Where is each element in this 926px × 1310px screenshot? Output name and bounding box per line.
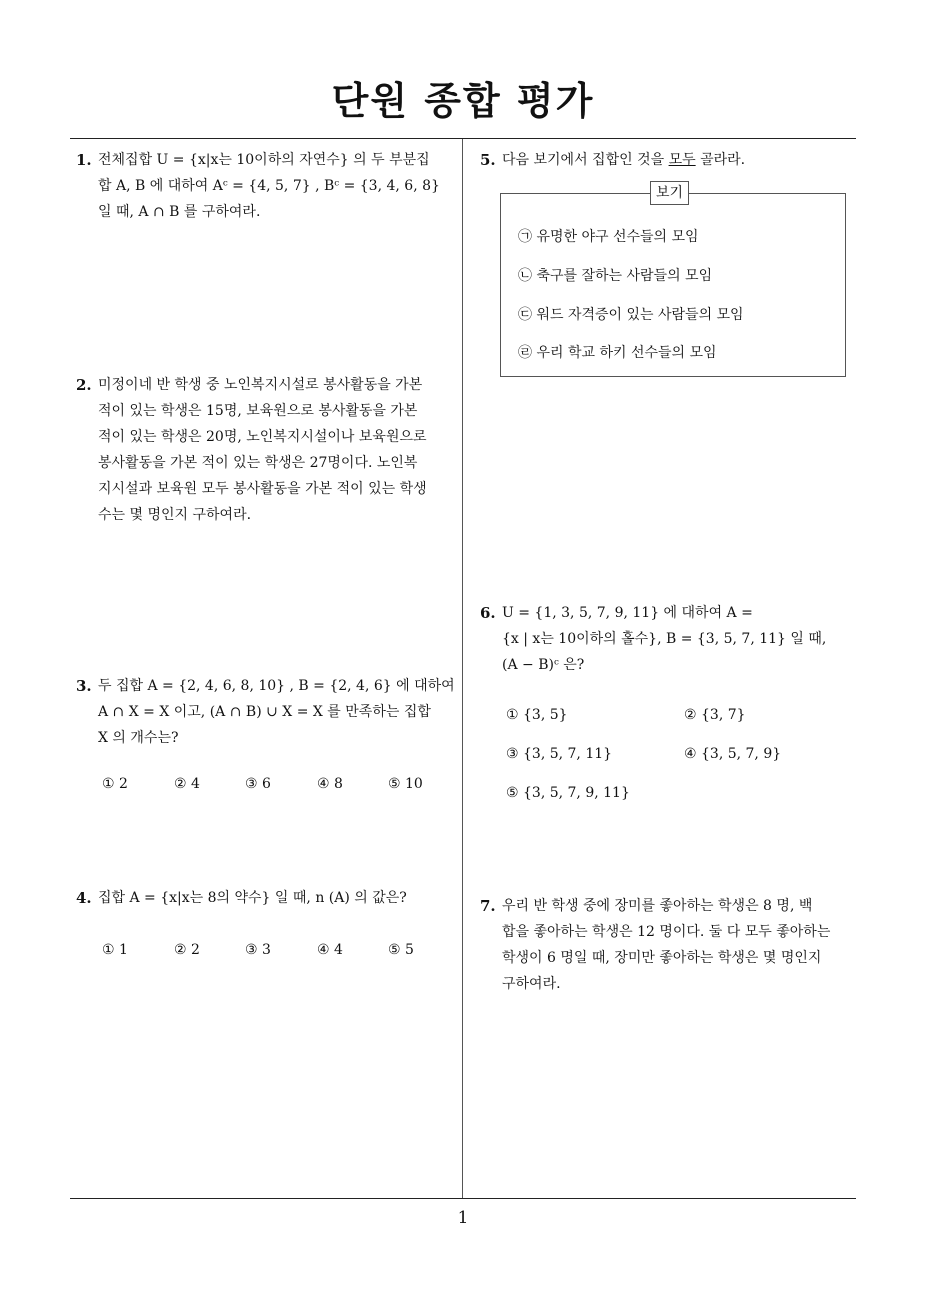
choice-3[interactable]: ③ 3 [245, 942, 271, 958]
choice-4[interactable]: ④ 8 [317, 776, 343, 792]
question-line: {x | x는 10이하의 홀수}, B = {3, 5, 7, 11} 일 때, [502, 631, 827, 647]
choice-3[interactable]: ③ {3, 5, 7, 11} [506, 746, 613, 762]
question-text [502, 600, 860, 678]
bogi-item: ㉠ 유명한 야구 선수들의 모임 [518, 229, 699, 245]
question-text [502, 893, 860, 997]
question-line: A ∩ X = X 이고, (A ∩ B) ∪ X = X 를 만족하는 집합 [98, 704, 431, 720]
bottom-rule [70, 1198, 856, 1199]
question-number: 1. [76, 151, 92, 169]
choice-5[interactable]: ⑤ 5 [388, 942, 414, 958]
page-number: 1 [457, 1208, 469, 1228]
question-6 [480, 600, 860, 678]
choice-5[interactable]: ⑤ 10 [388, 776, 423, 792]
choice-1[interactable]: ① 1 [102, 942, 128, 958]
question-line: 적이 있는 학생은 15명, 보육원으로 봉사활동을 가본 [98, 403, 418, 419]
question-line: 일 때, A ∩ B 를 구하여라. [98, 204, 261, 220]
choice-2[interactable]: ② 2 [174, 942, 200, 958]
question-line: 구하여라. [502, 976, 561, 992]
choice-5[interactable]: ⑤ {3, 5, 7, 9, 11} [506, 785, 630, 801]
question-line: (A − B)ᶜ 은? [502, 657, 585, 673]
question-line: 합 A, B 에 대하여 Aᶜ = {4, 5, 7} , Bᶜ = {3, 4, 6, 8} [98, 178, 440, 194]
question-3 [76, 673, 456, 751]
question-line: 미정이네 반 학생 중 노인복지시설로 봉사활동을 가본 [98, 377, 423, 393]
question-number: 6. [480, 604, 496, 622]
choice-1[interactable]: ① 2 [102, 776, 128, 792]
bogi-item: ㉡ 축구를 잘하는 사람들의 모임 [518, 268, 713, 284]
question-line: 전체집합 U = {x|x는 10이하의 자연수} 의 두 부분집 [98, 152, 430, 168]
column-divider [462, 139, 463, 1198]
choice-2[interactable]: ② 4 [174, 776, 200, 792]
question-2 [76, 372, 456, 528]
question-line: U = {1, 3, 5, 7, 9, 11} 에 대하여 A = [502, 605, 753, 621]
question-7 [480, 893, 860, 997]
question-line: 학생이 6 명일 때, 장미만 좋아하는 학생은 몇 명인지 [502, 950, 822, 966]
question-text-part: 골라라. [695, 152, 746, 168]
question-number: 7. [480, 897, 496, 915]
question-line: 합을 좋아하는 학생은 12 명이다. 둘 다 모두 좋아하는 [502, 924, 831, 940]
choice-3[interactable]: ③ 6 [245, 776, 271, 792]
question-number: 5. [480, 151, 496, 169]
question-line: 집합 A = {x|x는 8의 약수} 일 때, n (A) 의 값은? [98, 890, 407, 906]
choice-1[interactable]: ① {3, 5} [506, 707, 568, 723]
page-title: 단원 종합 평가 [331, 79, 595, 123]
question-line: 우리 반 학생 중에 장미를 좋아하는 학생은 8 명, 백 [502, 898, 813, 914]
question-line: 지시설과 보육원 모두 봉사활동을 가본 적이 있는 학생 [98, 481, 427, 497]
question-text [98, 885, 456, 911]
question-number: 4. [76, 889, 92, 907]
question-number: 3. [76, 677, 92, 695]
question-text [98, 372, 456, 528]
bogi-label: 보기 [650, 181, 689, 205]
question-text [98, 673, 456, 751]
question-5 [480, 147, 860, 173]
question-4 [76, 885, 456, 911]
question-text [502, 147, 860, 173]
question-line: 적이 있는 학생은 20명, 노인복지시설이나 보육원으로 [98, 429, 427, 445]
bogi-item: ㉢ 워드 자격증이 있는 사람들의 모임 [518, 307, 744, 323]
top-rule [70, 138, 856, 139]
question-line [502, 147, 860, 173]
choice-4[interactable]: ④ {3, 5, 7, 9} [684, 746, 782, 762]
bogi-item: ㉣ 우리 학교 하키 선수들의 모임 [518, 345, 717, 361]
underlined-word: 모두 [668, 152, 696, 168]
question-line: X 의 개수는? [98, 730, 179, 746]
question-1 [76, 147, 456, 225]
question-line: 봉사활동을 가본 적이 있는 학생은 27명이다. 노인복 [98, 455, 418, 471]
question-text [98, 147, 456, 225]
question-line: 두 집합 A = {2, 4, 6, 8, 10} , B = {2, 4, 6} 에 대하여 [98, 678, 455, 694]
question-number: 2. [76, 376, 92, 394]
question-line: 수는 몇 명인지 구하여라. [98, 507, 252, 523]
choice-4[interactable]: ④ 4 [317, 942, 343, 958]
question-text-part: 다음 보기에서 집합인 것을 [502, 152, 669, 168]
choice-2[interactable]: ② {3, 7} [684, 707, 746, 723]
